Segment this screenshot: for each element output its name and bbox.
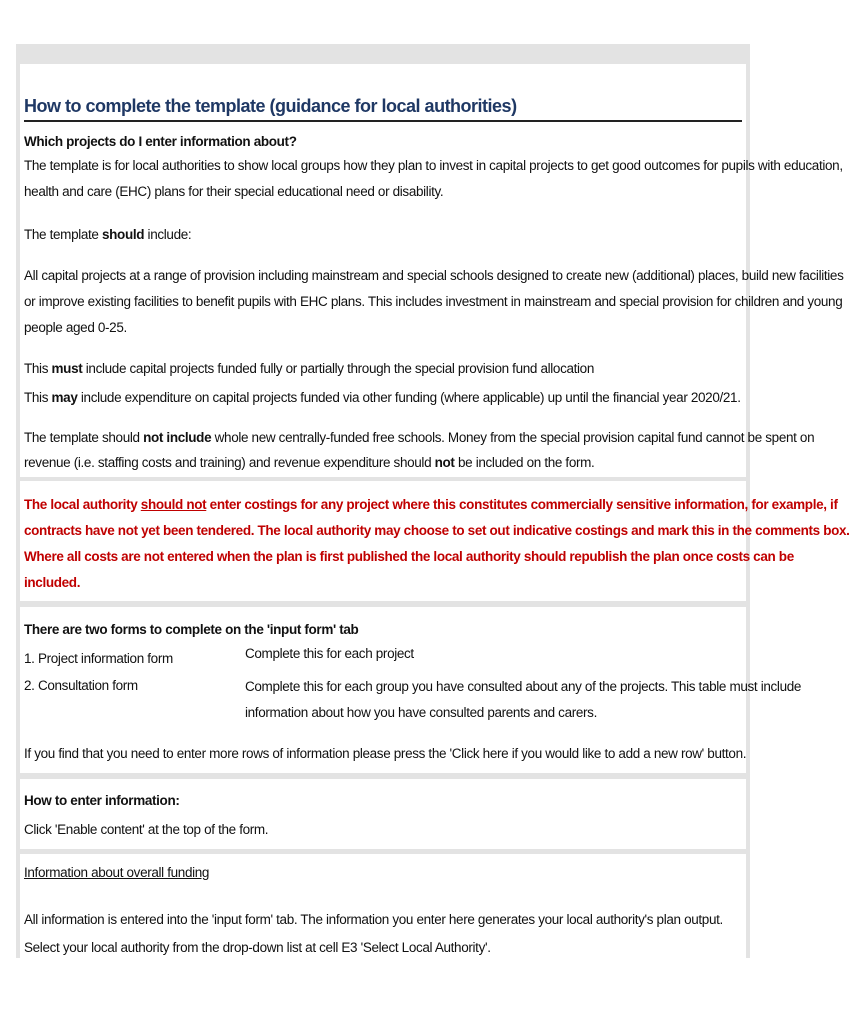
all-capital-line-1: All capital projects at a range of provision including mainstream and special schools designed to create new (additional) places, build new facilities: [24, 268, 844, 283]
revenue-text: revenue (i.e. staffing costs and training) and revenue expenditure should not be included on the form.: [24, 455, 595, 470]
enter-heading: How to enter information:: [24, 793, 180, 808]
intro-line-1: The template is for local authorities to show local groups how they plan to invest in capital projects to get good outcomes for pupils with education,: [24, 158, 843, 173]
page-title: How to complete the template (guidance for local authorities): [24, 96, 517, 116]
warning-line-3: Where all costs are not entered when the plan is first published the local authority should republish the plan once costs can be: [24, 549, 794, 564]
form-1-name: 1. Project information form: [24, 651, 173, 666]
forms-heading: There are two forms to complete on the 'input form' tab: [24, 622, 359, 637]
intro-line-2: health and care (EHC) plans for their special educational need or disability.: [24, 184, 444, 199]
enter-text: Click 'Enable content' at the top of the form.: [24, 822, 269, 837]
warning-line-1: The local authority should not enter costings for any project where this constitutes commercially sensitive information, for example, if: [24, 497, 838, 512]
form-2-desc-line-2: information about how you have consulted parents and carers.: [245, 705, 597, 720]
title-divider: [24, 120, 742, 122]
projects-heading: Which projects do I enter information about?: [24, 134, 297, 149]
all-capital-line-2: or improve existing facilities to benefit pupils with EHC plans. This includes investment in mainstream and special provision for children and young: [24, 294, 843, 309]
form-2-name: 2. Consultation form: [24, 678, 138, 693]
may-include-text: This may include expenditure on capital projects funded via other funding (where applicable) up until the financial year 2020/21.: [24, 390, 741, 405]
funding-heading: Information about overall funding: [24, 865, 210, 880]
funding-line-2: Select your local authority from the drop-down list at cell E3 'Select Local Authority'.: [24, 940, 491, 955]
warning-line-2: contracts have not yet been tendered. The local authority may choose to set out indicative costings and mark this in the comments box.: [24, 523, 850, 538]
should-include-text: The template should include:: [24, 227, 192, 242]
funding-line-1: All information is entered into the 'input form' tab. The information you enter here generates your local authority's plan output.: [24, 912, 723, 927]
form-2-desc-line-1: Complete this for each group you have consulted about any of the projects. This table must include: [245, 679, 802, 694]
rows-note: If you find that you need to enter more rows of information please press the 'Click here if you would like to add a new row' button.: [24, 746, 747, 761]
enter-info-panel: [20, 779, 746, 849]
form-1-desc: Complete this for each project: [245, 646, 414, 661]
all-capital-line-3: people aged 0-25.: [24, 320, 127, 335]
must-include-text: This must include capital projects funded fully or partially through the special provision fund allocation: [24, 361, 594, 376]
not-include-text: The template should not include whole new centrally-funded free schools. Money from the special provision capital fund cannot be spent on: [24, 430, 815, 445]
warning-line-4: included.: [24, 575, 81, 590]
